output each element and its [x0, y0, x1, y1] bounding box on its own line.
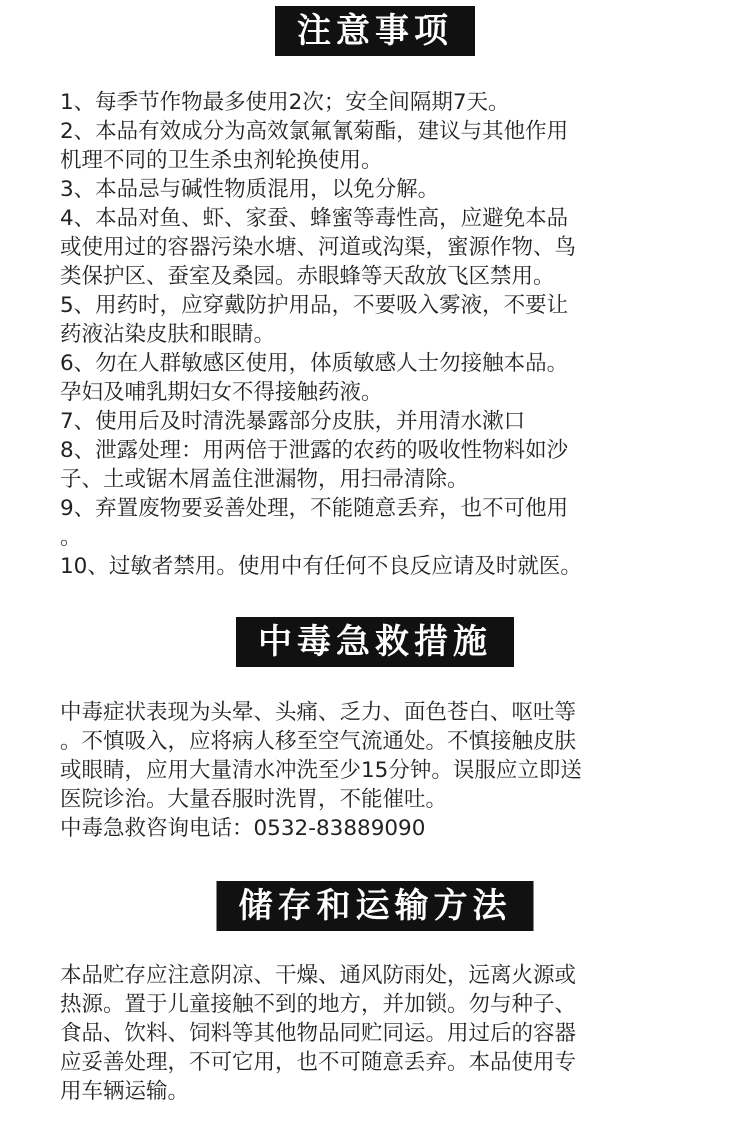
text-line: 。不慎吸入，应将病人移至空气流通处。不慎接触皮肤 — [60, 729, 577, 754]
text-line: 10、过敏者禁用。使用中有任何不良反应请及时就医。 — [60, 554, 582, 579]
emergency-phone: 中毒急救咨询电话：0532-83889090 — [60, 816, 426, 841]
first-aid-text — [60, 698, 700, 843]
text-line: 机理不同的卫生杀虫剂轮换使用。 — [60, 148, 383, 173]
text-line: 或眼睛，应用大量清水冲洗至少15分钟。误服应立即送 — [60, 758, 582, 783]
text-line: 药液沾染皮肤和眼睛。 — [60, 322, 276, 347]
storage-title: 储存和运输方法 — [217, 881, 534, 931]
text-line: 本品贮存应注意阴凉、干燥、通风防雨处，远离火源或 — [60, 963, 577, 988]
text-line: 1、每季节作物最多使用2次；安全间隔期7天。 — [60, 90, 510, 115]
text-line: 。 — [60, 525, 82, 550]
text-line: 2、本品有效成分为高效氯氟氰菊酯，建议与其他作用 — [60, 119, 569, 144]
text-line: 子、土或锯木屑盖住泄漏物，用扫帚清除。 — [60, 467, 469, 492]
text-line: 应妥善处理，不可它用，也不可随意丢弃。本品使用专 — [60, 1050, 577, 1075]
text-line: 7、使用后及时清洗暴露部分皮肤，并用清水漱口 — [60, 409, 526, 434]
text-line: 医院诊治。大量吞服时洗胃，不能催吐。 — [60, 787, 448, 812]
text-line: 5、用药时，应穿戴防护用品，不要吸入雾液，不要让 — [60, 293, 569, 318]
text-line: 热源。置于儿童接触不到的地方，并加锁。勿与种子、 — [60, 992, 577, 1017]
text-line: 食品、饮料、饲料等其他物品同贮同运。用过后的容器 — [60, 1021, 577, 1046]
text-line: 中毒症状表现为头晕、头痛、乏力、面色苍白、呕吐等 — [60, 700, 577, 725]
text-line: 用车辆运输。 — [60, 1079, 190, 1104]
storage-text — [60, 961, 700, 1106]
text-line: 9、弃置废物要妥善处理，不能随意丢弃，也不可他用 — [60, 496, 569, 521]
text-line: 孕妇及哺乳期妇女不得接触药液。 — [60, 380, 383, 405]
first-aid-title: 中毒急救措施 — [236, 617, 514, 667]
precautions-title: 注意事项 — [275, 6, 475, 56]
text-line: 类保护区、蚕室及桑园。赤眼蜂等天敌放飞区禁用。 — [60, 264, 555, 289]
text-line: 4、本品对鱼、虾、家蚕、蜂蜜等毒性高，应避免本品 — [60, 206, 569, 231]
text-line: 3、本品忌与碱性物质混用，以免分解。 — [60, 177, 440, 202]
text-line: 6、勿在人群敏感区使用，体质敏感人士勿接触本品。 — [60, 351, 569, 376]
text-line: 或使用过的容器污染水塘、河道或沟渠，蜜源作物、鸟 — [60, 235, 577, 260]
precautions-text — [60, 88, 700, 581]
text-line: 8、泄露处理：用两倍于泄露的农药的吸收性物料如沙 — [60, 438, 569, 463]
